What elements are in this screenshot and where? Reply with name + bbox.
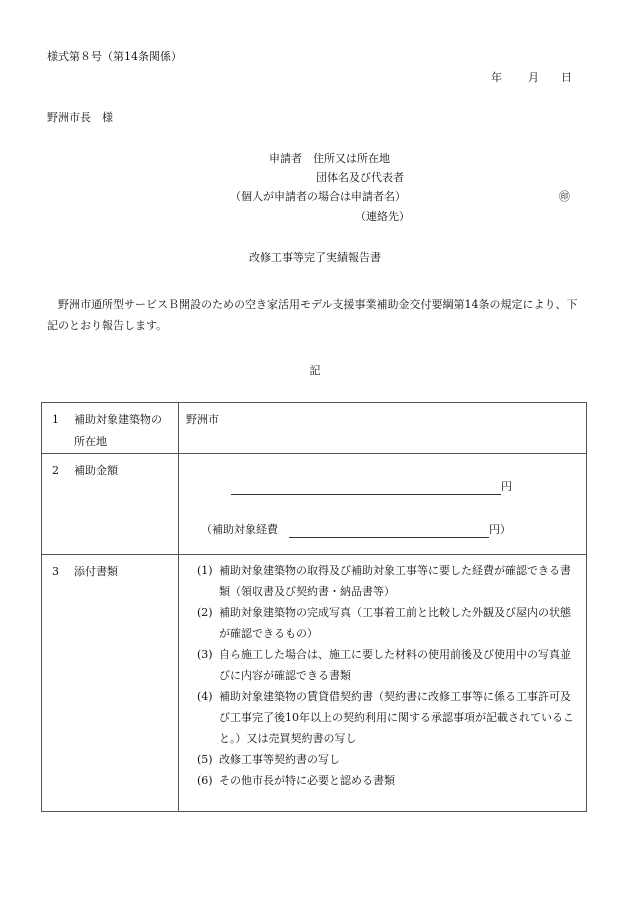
list-item-number: (3) (197, 648, 213, 661)
attachments-label-cell (42, 555, 179, 812)
row-number: 1 (52, 413, 59, 426)
report-table (41, 402, 587, 812)
list-item-number: (4) (197, 690, 213, 703)
amount-value-cell (179, 454, 587, 555)
list-item-text: その他市長が特に必要と認める書類 (219, 774, 395, 787)
location-value-cell[interactable] (179, 403, 587, 454)
body-text: 野洲市通所型サービスＢ開設のための空き家活用モデル支援事業補助金交付要綱第14条の規定により、下記のとおり報告します。 (47, 298, 578, 332)
list-item (197, 560, 578, 602)
amount-input-line[interactable] (231, 480, 501, 495)
list-item (197, 602, 578, 644)
date-field (491, 71, 572, 85)
list-item-number: (6) (197, 774, 213, 787)
list-item-text: 改修工事等契約書の写し (219, 753, 340, 766)
date-month: 月 (528, 71, 539, 84)
applicant-contact-label: （連絡先） (355, 210, 410, 223)
list-item (197, 770, 578, 791)
ki-heading: 記 (309, 364, 321, 377)
location-label: 補助対象建築物の (74, 413, 162, 426)
list-item-text: 補助対象建築物の完成写真（工事着工前と比較した外観及び屋内の状態が確認できるもの） (219, 606, 571, 640)
list-item (197, 749, 578, 770)
list-item-number: (5) (197, 753, 213, 766)
amount-label-cell (42, 454, 179, 555)
list-item-text: 自ら施工した場合は、施工に要した材料の使用前後及び使用中の写真並びに内容が確認できる書類 (219, 648, 571, 682)
applicant-organization-label: 団体名及び代表者 (316, 171, 404, 184)
seal-mark: ㊞ (559, 190, 570, 203)
list-item-number: (1) (197, 564, 213, 577)
amount-yen-unit: 円 (501, 480, 512, 493)
list-item (197, 686, 578, 749)
expense-input-line[interactable] (289, 523, 489, 538)
date-day: 日 (561, 71, 572, 84)
addressee: 野洲市長 様 (47, 111, 113, 124)
list-item-text: 補助対象建築物の賃貸借契約書（契約書に改修工事等に係る工事許可及び工事完了後10年以上の契約利用に関する承認事項が記載されていること。）又は売買契約書の写し (219, 690, 574, 745)
list-item-text: 補助対象建築物の取得及び補助対象工事等に要した経費が確認できる書類（領収書及び契約書・納品書等） (219, 564, 571, 598)
row-number: 3 (52, 565, 59, 578)
location-value: 野洲市 (186, 413, 219, 426)
amount-label: 補助金額 (74, 464, 118, 477)
document-title: 改修工事等完了実績報告書 (249, 251, 381, 264)
applicant-address-label: 申請者 住所又は所在地 (269, 152, 390, 165)
date-year: 年 (491, 71, 502, 84)
list-item (197, 644, 578, 686)
location-label-cell (42, 403, 179, 454)
table-row-location (42, 403, 587, 454)
form-number: 様式第８号（第14条関係） (47, 50, 182, 63)
table-row-amount (42, 454, 587, 555)
attachments-list (179, 555, 586, 799)
row-number: 2 (52, 464, 59, 477)
expense-label: （補助対象経費 (201, 523, 278, 536)
location-label-continued: 所在地 (74, 435, 107, 448)
expense-yen-unit: 円） (489, 523, 511, 536)
attachments-label: 添付書類 (74, 565, 118, 578)
attachments-list-cell (179, 555, 587, 812)
table-row-attachments (42, 555, 587, 812)
list-item-number: (2) (197, 606, 213, 619)
applicant-individual-label: （個人が申請者の場合は申請者名） (230, 190, 406, 203)
